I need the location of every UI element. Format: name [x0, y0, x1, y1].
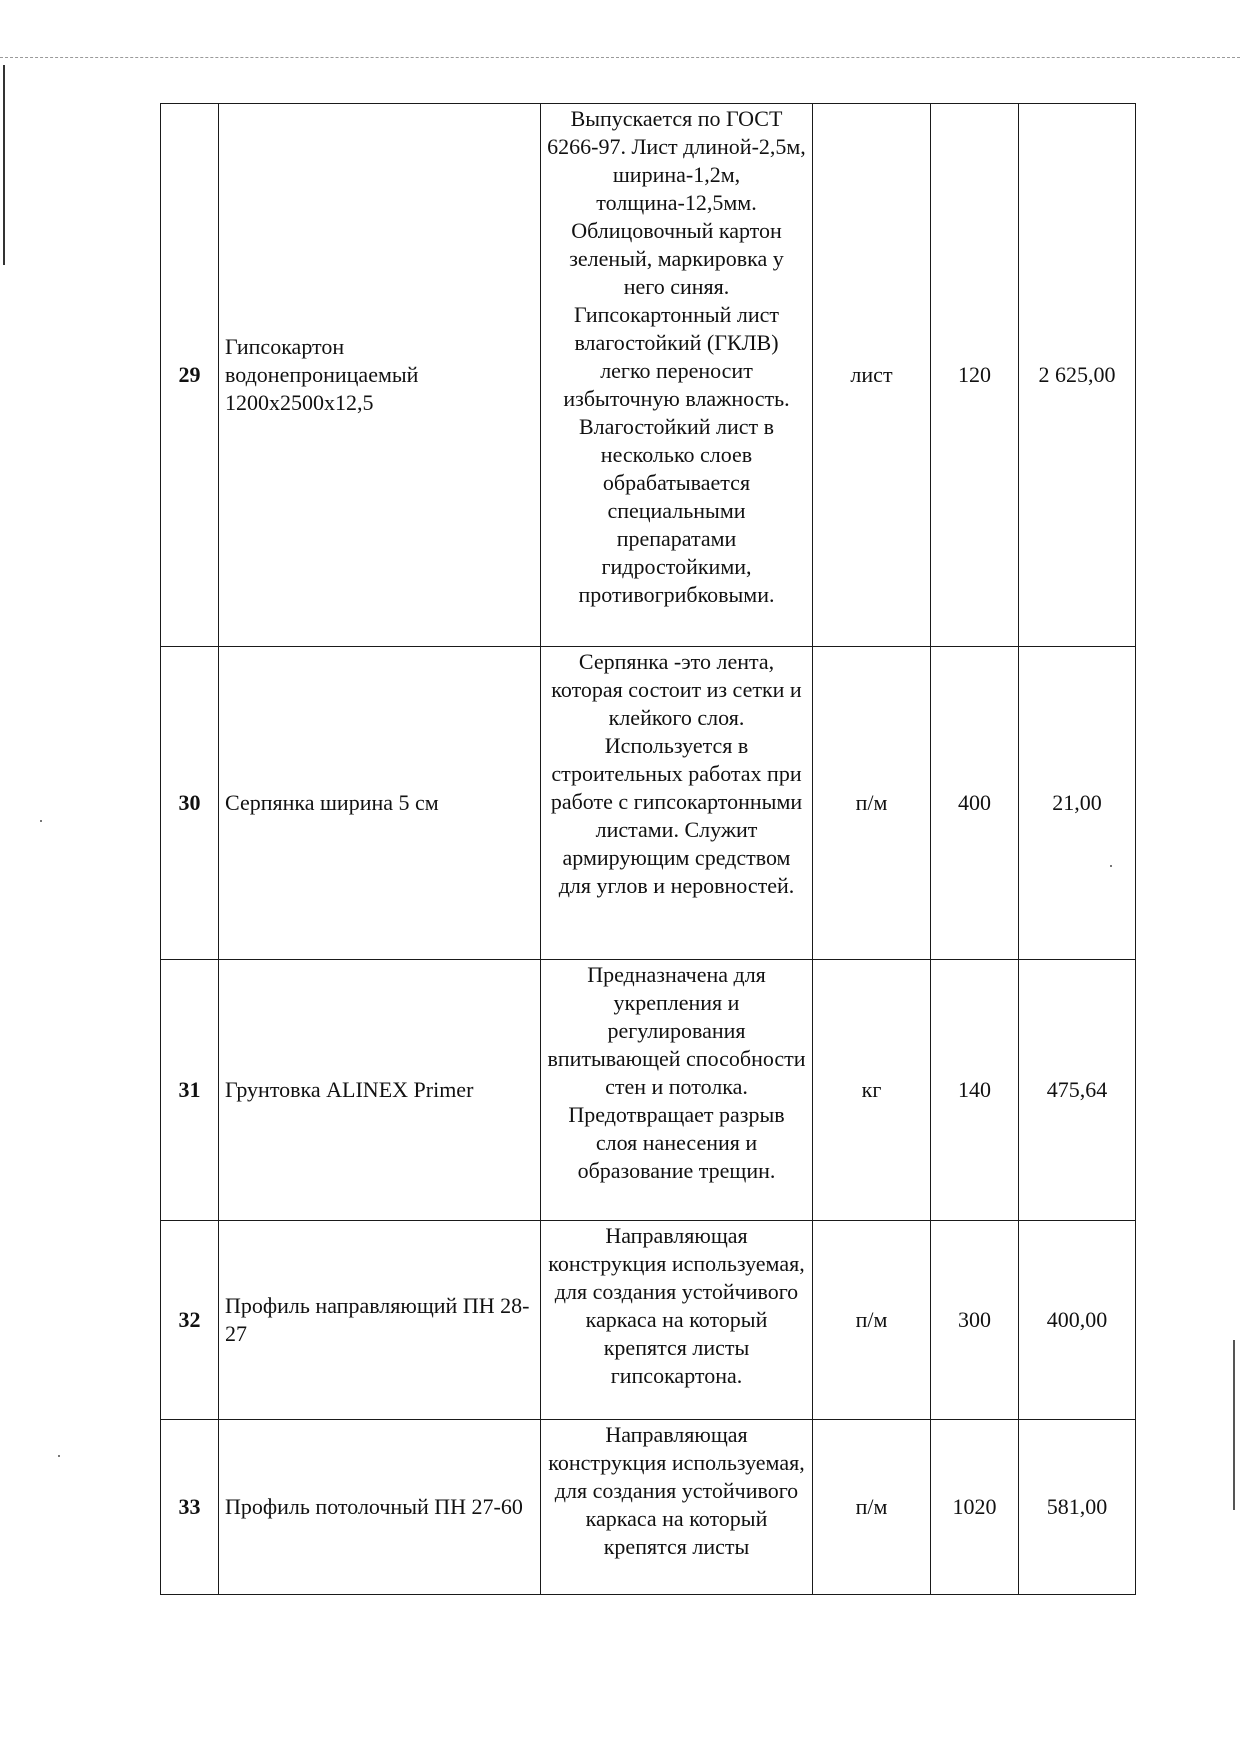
item-price: 21,00: [1019, 647, 1136, 960]
item-description: [541, 104, 813, 647]
item-number: 32: [161, 1221, 219, 1420]
item-name: Серпянка ширина 5 см: [219, 647, 541, 960]
item-description: [541, 1420, 813, 1595]
item-price: 475,64: [1019, 960, 1136, 1221]
item-number: 29: [161, 104, 219, 647]
scan-edge-mark-left: [3, 65, 5, 265]
item-quantity: 120: [931, 104, 1019, 647]
scan-border-line: [0, 57, 1240, 58]
item-price: 2 625,00: [1019, 104, 1136, 647]
item-number: 33: [161, 1420, 219, 1595]
item-unit: п/м: [813, 1221, 931, 1420]
item-description-text: Серпянка -это лента, которая состоит из сетки и клейкого слоя. Используется в строительных работах при работе с гипсокартонными листами. Служит армирующим средством для углов и неровностей.: [550, 649, 803, 898]
scan-edge-mark-right: [1233, 1340, 1235, 1510]
scan-speck: [58, 1455, 60, 1457]
item-description: [541, 1221, 813, 1420]
item-number: 31: [161, 960, 219, 1221]
item-description-text: Выпускается по ГОСТ 6266-97. Лист длиной-2,5м, ширина-1,2м, толщина-12,5мм. Облицовочный картон зеленый, маркировка у него синяя. Гипсокартонный лист влагостойкий (ГКЛВ) легко переносит избыточную влажность. Влагостойкий лист в несколько слоев обрабатывается специальными препаратами гидростойкими, противогрибковыми.: [547, 106, 806, 607]
item-name: Грунтовка ALINEX Primer: [219, 960, 541, 1221]
item-quantity: 140: [931, 960, 1019, 1221]
table-row: [161, 1420, 1136, 1595]
item-unit: п/м: [813, 647, 931, 960]
item-name: Профиль направляющий ПН 28-27: [219, 1221, 541, 1420]
item-quantity: 400: [931, 647, 1019, 960]
item-description-text: Направляющая конструкция используемая, для создания устойчивого каркаса на который крепятся листы гипсокартона.: [548, 1223, 805, 1388]
item-unit: п/м: [813, 1420, 931, 1595]
table-row: [161, 647, 1136, 960]
item-description: [541, 647, 813, 960]
item-description: [541, 960, 813, 1221]
item-unit: лист: [813, 104, 931, 647]
scan-speck: [40, 820, 42, 822]
item-description-text: Направляющая конструкция используемая, для создания устойчивого каркаса на который крепятся листы: [548, 1422, 805, 1559]
table-row: [161, 960, 1136, 1221]
item-name: Гипсокартон водонепроницаемый 1200х2500х12,5: [219, 104, 541, 647]
table-row: [161, 104, 1136, 647]
table-row: [161, 1221, 1136, 1420]
item-description-text: Предназначена для укрепления и регулирования впитывающей способности стен и потолка. Предотвращает разрыв слоя нанесения и образование трещин.: [547, 962, 806, 1183]
item-price: 581,00: [1019, 1420, 1136, 1595]
item-name: Профиль потолочный ПН 27-60: [219, 1420, 541, 1595]
specification-table: [160, 103, 1136, 1595]
item-quantity: 1020: [931, 1420, 1019, 1595]
item-price: 400,00: [1019, 1221, 1136, 1420]
item-quantity: 300: [931, 1221, 1019, 1420]
item-number: 30: [161, 647, 219, 960]
item-unit: кг: [813, 960, 931, 1221]
